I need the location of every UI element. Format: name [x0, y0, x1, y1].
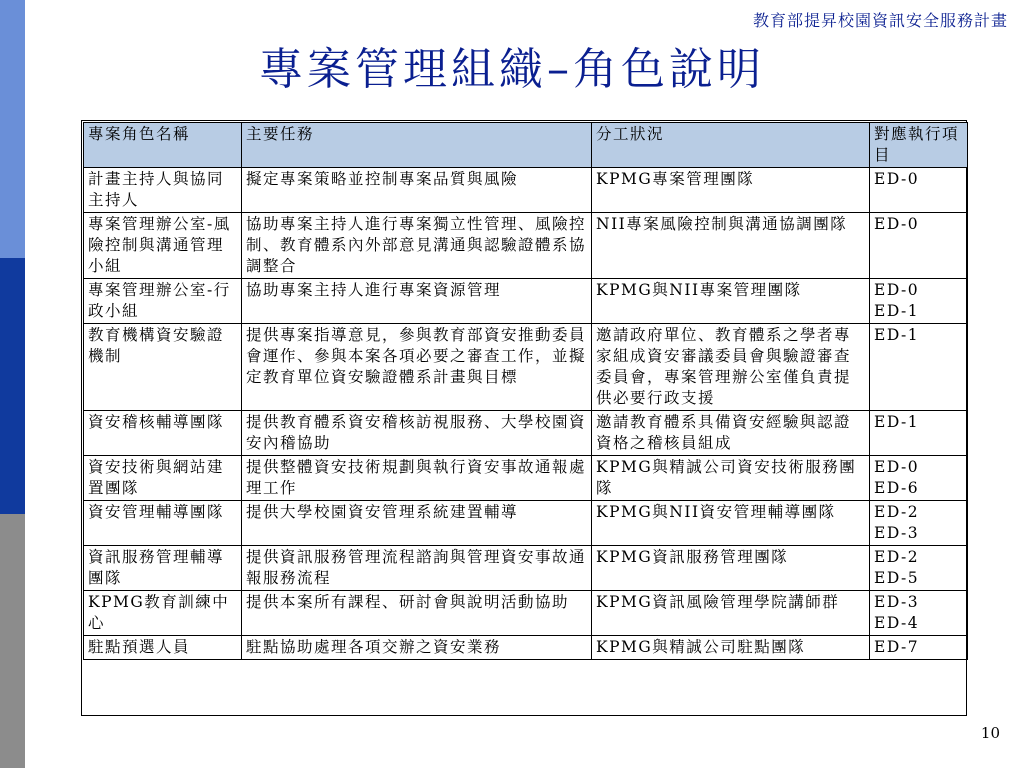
cell-execution-item: ED-2 ED-5: [870, 546, 968, 591]
cell-division: KPMG資訊風險管理學院講師群: [592, 591, 870, 636]
cell-execution-item: ED-0 ED-6: [870, 456, 968, 501]
header-role-name: 專案角色名稱: [84, 123, 242, 168]
table-row: [84, 591, 968, 636]
table-header-row: [84, 123, 968, 168]
cell-execution-item: ED-0: [870, 168, 968, 213]
cell-division: KPMG與NII專案管理團隊: [592, 279, 870, 324]
table-body: [84, 168, 968, 660]
cell-role-name: 專案管理辦公室-行政小組: [84, 279, 242, 324]
cell-division: NII專案風險控制與溝通協調團隊: [592, 213, 870, 279]
cell-execution-item: ED-2 ED-3: [870, 501, 968, 546]
cell-execution-item: ED-3 ED-4: [870, 591, 968, 636]
table-row: [84, 168, 968, 213]
cell-division: 邀請教育體系具備資安經驗與認證資格之稽核員組成: [592, 411, 870, 456]
side-bar-middle: [0, 258, 25, 514]
cell-main-task: 擬定專案策略並控制專案品質與風險: [242, 168, 592, 213]
cell-execution-item: ED-0: [870, 213, 968, 279]
table-row: [84, 411, 968, 456]
cell-main-task: 提供大學校園資安管理系統建置輔導: [242, 501, 592, 546]
cell-division: KPMG資訊服務管理團隊: [592, 546, 870, 591]
cell-main-task: 協助專案主持人進行專案資源管理: [242, 279, 592, 324]
header-division: 分工狀況: [592, 123, 870, 168]
page-title: 專案管理組織–角色說明: [259, 44, 765, 95]
cell-main-task: 協助專案主持人進行專案獨立性管理、風險控制、教育體系內外部意見溝通與認驗證體系協調整合: [242, 213, 592, 279]
cell-division: KPMG專案管理團隊: [592, 168, 870, 213]
header-label: 教育部提昇校園資訊安全服務計畫: [752, 11, 1008, 30]
table-row: [84, 456, 968, 501]
cell-role-name: 資安技術與網站建置團隊: [84, 456, 242, 501]
roles-table: [83, 122, 968, 660]
cell-execution-item: ED-1: [870, 324, 968, 411]
cell-division: KPMG與NII資安管理輔導團隊: [592, 501, 870, 546]
table-row: [84, 636, 968, 660]
cell-main-task: 提供專案指導意見，參與教育部資安推動委員會運作、參與本案各項必要之審查工作，並擬定教育單位資安驗證體系計畫與目標: [242, 324, 592, 411]
header-execution-item: 對應執行項目: [870, 123, 968, 168]
cell-role-name: 專案管理辦公室-風險控制與溝通管理小組: [84, 213, 242, 279]
table-row: [84, 546, 968, 591]
header-main-task: 主要任務: [242, 123, 592, 168]
cell-role-name: 資安管理輔導團隊: [84, 501, 242, 546]
cell-role-name: 駐點預選人員: [84, 636, 242, 660]
cell-execution-item: ED-1: [870, 411, 968, 456]
cell-main-task: 提供資訊服務管理流程諮詢與管理資安事故通報服務流程: [242, 546, 592, 591]
side-bar-top: [0, 0, 25, 258]
cell-main-task: 駐點協助處理各項交辦之資安業務: [242, 636, 592, 660]
table-row: [84, 501, 968, 546]
table-row: [84, 324, 968, 411]
cell-execution-item: ED-7: [870, 636, 968, 660]
cell-role-name: 資安稽核輔導團隊: [84, 411, 242, 456]
cell-division: 邀請政府單位、教育體系之學者專家組成資安審議委員會與驗證審查委員會，專案管理辦公室僅負責提供必要行政支援: [592, 324, 870, 411]
cell-division: KPMG與精誠公司駐點團隊: [592, 636, 870, 660]
cell-role-name: KPMG教育訓練中心: [84, 591, 242, 636]
table-row: [84, 213, 968, 279]
side-bar-bottom: [0, 514, 25, 768]
cell-role-name: 計畫主持人與協同主持人: [84, 168, 242, 213]
cell-role-name: 教育機構資安驗證機制: [84, 324, 242, 411]
table-row: [84, 279, 968, 324]
cell-role-name: 資訊服務管理輔導團隊: [84, 546, 242, 591]
cell-division: KPMG與精誠公司資安技術服務團隊: [592, 456, 870, 501]
cell-execution-item: ED-0 ED-1: [870, 279, 968, 324]
page-number: 10: [980, 724, 1000, 742]
cell-main-task: 提供教育體系資安稽核訪視服務、大學校園資安內稽協助: [242, 411, 592, 456]
cell-main-task: 提供本案所有課程、研討會與說明活動協助: [242, 591, 592, 636]
cell-main-task: 提供整體資安技術規劃與執行資安事故通報處理工作: [242, 456, 592, 501]
